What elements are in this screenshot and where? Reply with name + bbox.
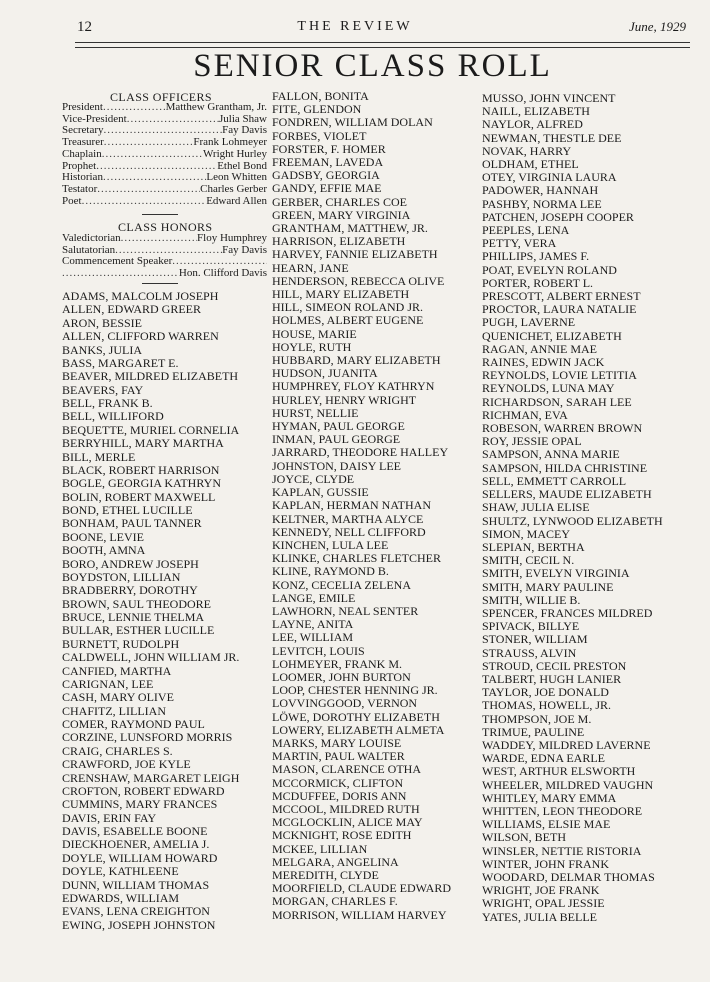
student-name: LOHMEYER, FRANK M. xyxy=(272,656,403,671)
student-name: REYNOLDS, LUNA MAY xyxy=(482,381,615,396)
student-name: EDWARDS, WILLIAM xyxy=(62,890,180,905)
student-name: RICHARDSON, SARAH LEE xyxy=(482,394,632,409)
student-name: NOVAK, HARRY xyxy=(482,143,572,158)
student-name: WHEELER, MILDRED VAUGHN xyxy=(482,777,654,792)
honors-name: Fay Davis xyxy=(222,243,267,256)
officers-role: Poet xyxy=(62,194,82,207)
student-name: MORGAN, CHARLES F. xyxy=(272,894,398,909)
student-name: HENDERSON, REBECCA OLIVE xyxy=(272,273,445,288)
student-name: CASH, MARY OLIVE xyxy=(62,690,174,705)
student-name: GERBER, CHARLES COE xyxy=(272,194,408,209)
student-name: WRIGHT, JOE FRANK xyxy=(482,883,600,898)
student-name: RICHMAN, EVA xyxy=(482,407,568,422)
student-name: CRENSHAW, MARGARET LEIGH xyxy=(62,770,240,785)
student-name: BLACK, ROBERT HARRISON xyxy=(62,462,220,477)
student-name: SAMPSON, HILDA CHRISTINE xyxy=(482,460,648,475)
student-name: CARIGNAN, LEE xyxy=(62,676,154,691)
student-name: TALBERT, HUGH LANIER xyxy=(482,671,622,686)
student-name: MCKNIGHT, ROSE EDITH xyxy=(272,828,412,843)
honors-name: Hon. Clifford Davis xyxy=(178,267,267,280)
student-name: BANKS, JULIA xyxy=(62,342,143,357)
student-name: EWING, JOSEPH JOHNSTON xyxy=(62,917,216,932)
student-name: SMITH, MARY PAULINE xyxy=(482,579,614,594)
student-name: KELTNER, MARTHA ALYCE xyxy=(272,511,424,526)
student-name: HEARN, JANE xyxy=(272,260,349,275)
student-name: COMER, RAYMOND PAUL xyxy=(62,717,205,731)
student-name: BURNETT, RUDOLPH xyxy=(62,636,180,651)
student-name: TAYLOR, JOE DONALD xyxy=(482,685,609,700)
student-name: PATCHEN, JOSEPH COOPER xyxy=(482,209,634,224)
student-name: BROWN, SAUL THEODORE xyxy=(62,596,211,611)
student-name: HUDSON, JUANITA xyxy=(272,366,378,381)
student-name: MELGARA, ANGELINA xyxy=(272,854,399,869)
officers-name: Leon Whitten xyxy=(206,171,267,184)
student-name: NAYLOR, ALFRED xyxy=(482,117,583,132)
student-name: TRIMUE, PAULINE xyxy=(482,724,585,739)
student-name: FREEMAN, LAVEDA xyxy=(272,155,384,170)
student-name: SIMON, MACEY xyxy=(482,526,571,541)
student-name: WRIGHT, OPAL JESSIE xyxy=(482,896,605,911)
student-name: GREEN, MARY VIRGINIA xyxy=(272,207,411,222)
student-name: WILLIAMS, ELSIE MAE xyxy=(482,817,611,832)
student-name: LOVVINGGOOD, VERNON xyxy=(272,696,418,711)
student-name: BRUCE, LENNIE THELMA xyxy=(62,610,205,624)
leader-dots xyxy=(127,114,219,126)
leader-dots xyxy=(97,184,200,196)
student-name: KAPLAN, HERMAN NATHAN xyxy=(272,498,431,513)
student-name: MASON, CLARENCE OTHA xyxy=(272,762,422,777)
student-name: CHAFITZ, LILLIAN xyxy=(62,703,166,718)
student-name: YATES, JULIA BELLE xyxy=(482,909,597,924)
roll-column-1 xyxy=(62,290,239,932)
student-name: HOLMES, ALBERT EUGENE xyxy=(272,313,424,328)
student-name: WILSON, BETH xyxy=(482,830,566,845)
student-name: MARTIN, PAUL WALTER xyxy=(272,749,405,764)
student-name: RAGAN, ANNIE MAE xyxy=(482,341,597,356)
student-name: HUBBARD, MARY ELIZABETH xyxy=(272,353,441,368)
student-name: DOYLE, WILLIAM HOWARD xyxy=(62,850,218,865)
officers-role: Treasurer xyxy=(62,136,104,149)
student-name: LANGE, EMILE xyxy=(272,590,356,605)
header-rule xyxy=(75,42,690,43)
student-name: CRAWFORD, JOE KYLE xyxy=(62,757,191,772)
officers-row xyxy=(62,196,267,208)
student-name: KAPLAN, GUSSIE xyxy=(272,485,369,500)
student-name: JARRARD, THEODORE HALLEY xyxy=(272,445,449,460)
student-name: MCDUFFEE, DORIS ANN xyxy=(272,788,407,803)
officers-name: Julia Shaw xyxy=(219,112,267,125)
student-name: HURST, NELLIE xyxy=(272,405,359,420)
leader-dots xyxy=(121,233,197,245)
student-name: WOODARD, DELMAR THOMAS xyxy=(482,869,655,884)
student-name: MCKEE, LILLIAN xyxy=(272,841,368,856)
officers-row xyxy=(62,149,267,161)
officers-role: President xyxy=(62,101,103,113)
student-name: PHILLIPS, JAMES F. xyxy=(482,249,590,264)
student-name: HYMAN, PAUL GEORGE xyxy=(272,419,405,434)
student-name: SMITH, CECIL N. xyxy=(482,553,575,568)
student-name: HARVEY, FANNIE ELIZABETH xyxy=(272,247,438,262)
officers-list xyxy=(62,102,267,207)
student-name: RAINES, EDWIN JACK xyxy=(482,355,605,370)
student-name: QUENICHET, ELIZABETH xyxy=(482,328,622,343)
student-name: MCGLOCKLIN, ALICE MAY xyxy=(272,815,423,830)
honors-role: Salutatorian xyxy=(62,243,116,256)
honors-role: Commencement Speaker xyxy=(62,255,173,268)
student-name: PETTY, VERA xyxy=(482,236,557,251)
student-name: LOWERY, ELIZABETH ALMETA xyxy=(272,722,445,737)
student-name: WADDEY, MILDRED LAVERNE xyxy=(482,737,651,752)
student-name: GRANTHAM, MATTHEW, JR. xyxy=(272,221,428,236)
honors-heading: CLASS HONORS xyxy=(118,220,213,234)
student-name: BULLAR, ESTHER LUCILLE xyxy=(62,623,215,638)
student-name: OLDHAM, ETHEL xyxy=(482,157,579,172)
student-name: MARKS, MARY LOUISE xyxy=(272,735,402,750)
section-divider xyxy=(142,283,178,284)
honors-role: Valedictorian xyxy=(62,232,121,244)
officers-name: Matthew Grantham, Jr. xyxy=(165,101,267,113)
student-name: LÖWE, DOROTHY ELIZABETH xyxy=(272,709,440,724)
student-name: SELLERS, MAUDE ELIZABETH xyxy=(482,487,652,502)
student-name: HOYLE, RUTH xyxy=(272,339,352,354)
leader-dots xyxy=(104,137,194,149)
student-name: WINSLER, NETTIE RISTORIA xyxy=(482,843,642,858)
student-name: CUMMINS, MARY FRANCES xyxy=(62,797,218,812)
student-name: ROBESON, WARREN BROWN xyxy=(482,421,643,436)
student-name: BILL, MERLE xyxy=(62,449,136,464)
student-name: SPIVACK, BILLYE xyxy=(482,619,580,634)
officers-name: Ethel Bond xyxy=(217,159,267,172)
student-name: THOMPSON, JOE M. xyxy=(482,711,592,726)
student-name: BONHAM, PAUL TANNER xyxy=(62,516,202,531)
student-name: SHAW, JULIA ELISE xyxy=(482,500,590,515)
student-name: DUNN, WILLIAM THOMAS xyxy=(62,877,210,892)
student-name: SPENCER, FRANCES MILDRED xyxy=(482,605,653,620)
student-name: CRAIG, CHARLES S. xyxy=(62,743,173,758)
student-name: ALLEN, EDWARD GREER xyxy=(62,302,201,317)
student-name: KONZ, CECELIA ZELENA xyxy=(272,577,411,592)
student-name: MORRISON, WILLIAM HARVEY xyxy=(272,907,447,922)
roll-column-2 xyxy=(272,90,451,922)
officers-name: Wright Hurley xyxy=(202,147,267,160)
student-name: BRADBERRY, DOROTHY xyxy=(62,583,198,598)
student-name: DAVIS, ESABELLE BOONE xyxy=(62,824,208,838)
student-name: POAT, EVELYN ROLAND xyxy=(482,262,617,277)
student-name: KENNEDY, NELL CLIFFORD xyxy=(272,524,426,539)
student-name: EVANS, LENA CREIGHTON xyxy=(62,904,210,919)
student-name: MOORFIELD, CLAUDE EDWARD xyxy=(272,881,451,896)
officers-row xyxy=(62,102,267,114)
student-name: OTEY, VIRGINIA LAURA xyxy=(482,170,617,185)
student-name: BASS, MARGARET E. xyxy=(62,355,179,370)
issue-date: June, 1929 xyxy=(628,19,686,34)
student-name: PUGH, LAVERNE xyxy=(482,315,576,330)
student-name: BOGLE, GEORGIA KATHRYN xyxy=(62,476,221,491)
student-name: SAMPSON, ANNA MARIE xyxy=(482,447,620,462)
student-name: WHITLEY, MARY EMMA xyxy=(482,790,617,805)
student-name: KLINKE, CHARLES FLETCHER xyxy=(272,551,441,566)
student-name: HURLEY, HENRY WRIGHT xyxy=(272,392,417,407)
student-name: SMITH, EVELYN VIRGINIA xyxy=(482,566,630,581)
student-name: ARON, BESSIE xyxy=(62,315,143,330)
leader-dots xyxy=(103,172,206,184)
student-name: BOOTH, AMNA xyxy=(62,543,146,558)
student-name: REYNOLDS, LOVIE LETITIA xyxy=(482,368,637,383)
student-name: PORTER, ROBERT L. xyxy=(482,275,594,290)
honors-row xyxy=(62,233,267,245)
section-divider xyxy=(142,214,178,215)
leader-dots xyxy=(103,102,166,114)
student-name: BOLIN, ROBERT MAXWELL xyxy=(62,489,216,504)
student-name: CANFIED, MARTHA xyxy=(62,663,172,678)
officers-name: Frank Lohmeyer xyxy=(193,136,267,149)
student-name: HOUSE, MARIE xyxy=(272,326,357,341)
page-header xyxy=(0,14,710,40)
student-name: STONER, WILLIAM xyxy=(482,632,588,647)
student-name: HUMPHREY, FLOY KATHRYN xyxy=(272,379,435,394)
student-name: DAVIS, ERIN FAY xyxy=(62,810,157,825)
honors-name: Floy Humphrey xyxy=(197,232,267,244)
student-name: BERRYHILL, MARY MARTHA xyxy=(62,436,224,451)
student-name: MUSSO, JOHN VINCENT xyxy=(482,91,616,105)
student-name: KINCHEN, LULA LEE xyxy=(272,537,389,552)
student-name: STRAUSS, ALVIN xyxy=(482,645,577,660)
honors-list xyxy=(62,233,267,280)
student-name: THOMAS, HOWELL, JR. xyxy=(482,698,611,713)
officers-role: Vice-President xyxy=(62,112,127,125)
officers-role: Testator xyxy=(62,182,98,195)
student-name: CORZINE, LUNSFORD MORRIS xyxy=(62,730,233,745)
leader-dots xyxy=(102,149,203,161)
leader-dots xyxy=(62,268,179,280)
leader-dots xyxy=(96,161,217,173)
student-name: ALLEN, CLIFFORD WARREN xyxy=(62,329,219,344)
student-name: WARDE, EDNA EARLE xyxy=(482,751,605,766)
page-number: 12 xyxy=(77,19,92,35)
student-name: FORBES, VIOLET xyxy=(272,128,367,143)
officers-role: Chaplain xyxy=(62,147,102,160)
student-name: LAWHORN, NEAL SENTER xyxy=(272,603,419,618)
student-name: GANDY, EFFIE MAE xyxy=(272,181,382,196)
roll-column-3 xyxy=(482,92,663,924)
student-name: SMITH, WILLIE B. xyxy=(482,592,581,607)
officers-name: Charles Gerber xyxy=(200,182,267,195)
honors-row xyxy=(62,268,267,280)
student-name: INMAN, PAUL GEORGE xyxy=(272,432,401,447)
leader-dots xyxy=(82,196,207,208)
student-name: HARRISON, ELIZABETH xyxy=(272,234,406,249)
student-name: PROCTOR, LAURA NATALIE xyxy=(482,302,637,317)
student-name: FORSTER, F. HOMER xyxy=(272,141,386,156)
student-name: FALLON, BONITA xyxy=(272,89,369,103)
student-name: DOYLE, KATHLEENE xyxy=(62,864,179,879)
student-name: BEAVERS, FAY xyxy=(62,382,144,397)
student-name: BELL, FRANK B. xyxy=(62,396,153,410)
student-name: FITE, GLENDON xyxy=(272,102,362,117)
student-name: KLINE, RAYMOND B. xyxy=(272,564,389,579)
page-title: SENIOR CLASS ROLL xyxy=(193,48,552,84)
student-name: CALDWELL, JOHN WILLIAM JR. xyxy=(62,650,240,665)
student-name: SLEPIAN, BERTHA xyxy=(482,539,585,554)
officers-role: Secretary xyxy=(62,124,104,137)
student-name: SELL, EMMETT CARROLL xyxy=(482,473,627,488)
student-name: SHULTZ, LYNWOOD ELIZABETH xyxy=(482,513,663,528)
student-name: LOOP, CHESTER HENNING JR. xyxy=(272,683,438,698)
student-name: HILL, SIMEON ROLAND JR. xyxy=(272,300,423,315)
student-name: FONDREN, WILLIAM DOLAN xyxy=(272,115,433,130)
student-name: WINTER, JOHN FRANK xyxy=(482,856,609,871)
student-name: ROY, JESSIE OPAL xyxy=(482,434,582,449)
student-name: DIECKHOENER, AMELIA J. xyxy=(62,837,210,852)
student-name: LAYNE, ANITA xyxy=(272,617,354,632)
student-name: WHITTEN, LEON THEODORE xyxy=(482,803,643,818)
student-name: CROFTON, ROBERT EDWARD xyxy=(62,783,225,798)
student-name: BEQUETTE, MURIEL CORNELIA xyxy=(62,422,240,437)
student-name: PASHBY, NORMA LEE xyxy=(482,196,602,211)
student-name: MCCOOL, MILDRED RUTH xyxy=(272,801,420,816)
student-name: BOYDSTON, LILLIAN xyxy=(62,569,181,584)
student-name: MCCORMICK, CLIFTON xyxy=(272,775,404,790)
student-name: BELL, WILLIFORD xyxy=(62,409,164,424)
student-name: GADSBY, GEORGIA xyxy=(272,168,380,183)
student-name: MEREDITH, CLYDE xyxy=(272,867,379,882)
student-name: JOYCE, CLYDE xyxy=(272,471,355,486)
student-name: PEEPLES, LENA xyxy=(482,223,570,238)
student-name: BOND, ETHEL LUCILLE xyxy=(62,503,193,517)
officers-role: Prophet xyxy=(62,159,97,172)
officers-heading: CLASS OFFICERS xyxy=(110,90,212,104)
student-name: PRESCOTT, ALBERT ERNEST xyxy=(482,289,641,304)
student-name: LOOMER, JOHN BURTON xyxy=(272,669,411,684)
running-title: THE REVIEW xyxy=(297,19,413,34)
student-name: JOHNSTON, DAISY LEE xyxy=(272,458,401,473)
student-name: STROUD, CECIL PRESTON xyxy=(482,658,627,673)
student-name: BORO, ANDREW JOSEPH xyxy=(62,556,199,571)
student-name: NAILL, ELIZABETH xyxy=(482,104,590,119)
student-name: WEST, ARTHUR ELSWORTH xyxy=(482,764,636,779)
student-name: PADOWER, HANNAH xyxy=(482,183,599,198)
student-name: LEVITCH, LOUIS xyxy=(272,643,365,658)
student-name: NEWMAN, THESTLE DEE xyxy=(482,130,622,145)
officers-name: Fay Davis xyxy=(222,124,267,137)
student-name: LEE, WILLIAM xyxy=(272,630,354,645)
student-name: ADAMS, MALCOLM JOSEPH xyxy=(62,289,219,303)
officers-role: Historian xyxy=(62,171,103,184)
student-name: BOONE, LEVIE xyxy=(62,529,144,544)
officers-row xyxy=(62,184,267,196)
student-name: BEAVER, MILDRED ELIZABETH xyxy=(62,369,239,384)
student-name: HILL, MARY ELIZABETH xyxy=(272,287,410,302)
officers-name: Edward Allen xyxy=(206,194,267,207)
